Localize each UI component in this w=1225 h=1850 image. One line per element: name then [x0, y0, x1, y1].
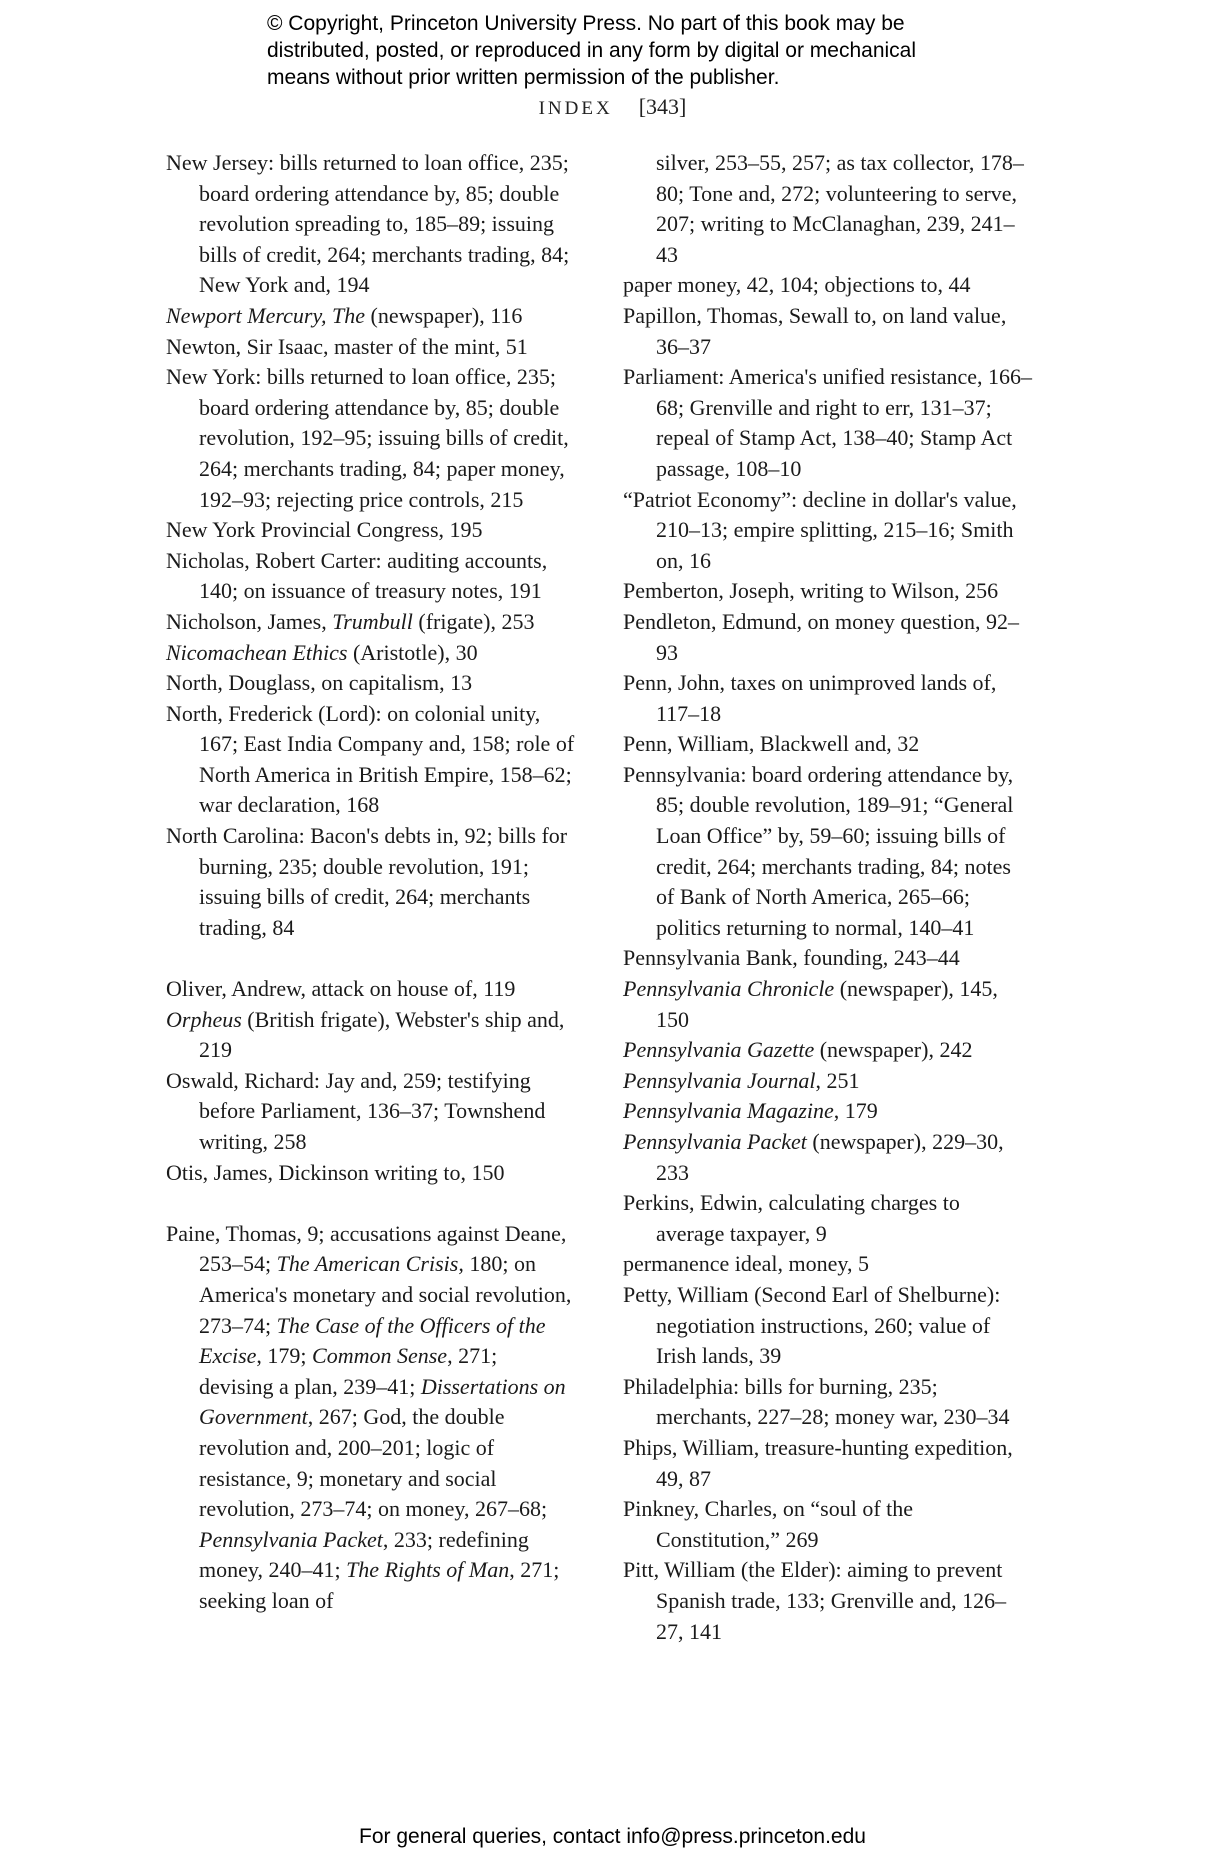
index-entry: New York Provincial Congress, 195 [166, 517, 483, 543]
index-entry [623, 1066, 1033, 1097]
entry-text: (newspaper), 229–30, 233 [656, 1129, 1004, 1185]
index-entry: paper money, 42, 104; objections to, 44 [623, 272, 971, 298]
letter-gap [166, 943, 576, 974]
index-entry [166, 607, 576, 638]
index-entry: Pendleton, Edmund, on money question, 92–93 [623, 608, 1019, 665]
entry-text: (British frigate), Webster's ship and, 219 [199, 1006, 565, 1063]
index-entry: North, Frederick (Lord): on colonial unity, 167; East India Company and, 158; role of North America in British Empire, 158–62; war declaration, 168 [166, 700, 575, 818]
index-entry: New York: bills returned to loan office, 235; board ordering attendance by, 85; double revolution, 192–95; issuing bills of credit, 264; merchants trading, 84; paper money, 192–93; rejecting price controls, 215 [166, 364, 569, 512]
entry-title: Pennsylvania Packet [623, 1129, 807, 1154]
index-entry: Newton, Sir Isaac, master of the mint, 51 [166, 333, 528, 359]
entry-title: Pennsylvania Journal [623, 1067, 816, 1093]
index-entry: Pennsylvania: board ordering attendance by, 85; double revolution, 189–91; “General Loan Office” by, 59–60; issuing bills of credit, 264; merchants trading, 84; notes of Bank of North America, 265–66; politics returning to normal, 140–41 [623, 761, 1014, 940]
index-entry: Pinkney, Charles, on “soul of the Constitution,” 269 [623, 1496, 914, 1552]
entry-text: (newspaper), 116 [365, 302, 523, 328]
entry-title: The American Crisis, [276, 1251, 464, 1277]
index-entry [166, 638, 576, 669]
entry-title: Pennsylvania Packet [199, 1526, 383, 1552]
entry-text: Nicholson, James, [166, 608, 333, 634]
running-head [0, 94, 1225, 120]
index-entry-continuation: silver, 253–55, 257; as tax collector, 178–80; Tone and, 272; volunteering to serve, 207; writing to McClanaghan, 239, 241–43 [656, 150, 1024, 267]
entry-title: Nicomachean Ethics [166, 639, 348, 665]
index-entry: Penn, William, Blackwell and, 32 [623, 731, 920, 757]
entry-title: Pennsylvania Magazine [623, 1098, 834, 1124]
index-entry: Penn, John, taxes on unimproved lands of, 117–18 [623, 670, 997, 726]
entry-text: , 271; devising a plan, 239–41; [199, 1343, 498, 1399]
index-entry: Petty, William (Second Earl of Shelburne): negotiation instructions, 260; value of Irish lands, 39 [623, 1281, 1001, 1369]
entry-text: , 233; redefining money, 240–41; [199, 1526, 529, 1583]
index-entry [623, 1035, 1033, 1066]
letter-gap [166, 1188, 576, 1219]
copyright-line: © Copyright, Princeton University Press. No part of this book may be [267, 12, 905, 35]
index-entry: permanence ideal, money, 5 [623, 1251, 869, 1277]
index-entry: Philadelphia: bills for burning, 235; merchants, 227–28; money war, 230–34 [623, 1373, 1010, 1430]
entry-text: , 271; seeking loan of [199, 1557, 560, 1613]
index-entry: New Jersey: bills returned to loan office, 235; board ordering attendance by, 85; double revolution spreading to, 185–89; issuing bills of credit, 264; merchants trading, 84; New York and, 194 [166, 150, 570, 298]
entry-text: , 179; [256, 1343, 313, 1369]
entry-text: , 179 [833, 1098, 878, 1124]
index-column-right [623, 148, 1033, 1647]
index-entry: Oliver, Andrew, attack on house of, 119 [166, 976, 516, 1002]
index-entry-paine [166, 1219, 576, 1617]
entry-title: Dissertations on Government [199, 1373, 566, 1430]
entry-title: Newport Mercury, The [166, 302, 365, 328]
index-entry: Perkins, Edwin, calculating charges to average taxpayer, 9 [623, 1190, 960, 1246]
index-entry: Parliament: America's unified resistance, 166–68; Grenville and right to err, 131–37; repeal of Stamp Act, 138–40; Stamp Act passage, 108–10 [623, 364, 1033, 481]
index-entry: Otis, James, Dickinson writing to, 150 [166, 1159, 505, 1185]
index-entry [623, 1096, 1033, 1127]
index-entry [623, 974, 1033, 1035]
index-entry [166, 1005, 576, 1066]
index-entry: Pennsylvania Bank, founding, 243–44 [623, 945, 960, 971]
index-entry: Phips, William, treasure-hunting expedition, 49, 87 [623, 1434, 1013, 1491]
index-entry [166, 301, 576, 332]
entry-text: 180; on America's monetary and social revolution, 273–74; [199, 1251, 572, 1338]
index-entry: Pemberton, Joseph, writing to Wilson, 256 [623, 578, 999, 604]
entry-text: , 267; God, the double revolution and, 200–201; logic of resistance, 9; monetary and social revolution, 273–74; on money, 267–68; [199, 1404, 548, 1522]
entry-text: (frigate), 253 [412, 608, 535, 634]
entry-title: The Case of the Officers of the Excise [199, 1312, 546, 1369]
entry-text: (Aristotle), 30 [347, 639, 478, 665]
index-entry: “Patriot Economy”: decline in dollar's value, 210–13; empire splitting, 215–16; Smith on, 16 [623, 486, 1017, 573]
index-entry: Oswald, Richard: Jay and, 259; testifying before Parliament, 136–37; Townshend writing, 258 [166, 1067, 546, 1154]
index-entry [623, 1127, 1033, 1188]
index-entry: North Carolina: Bacon's debts in, 92; bills for burning, 235; double revolution, 191; issuing bills of credit, 264; merchants trading, 84 [166, 823, 568, 940]
index-entry: Nicholas, Robert Carter: auditing accounts, 140; on issuance of treasury notes, 191 [166, 547, 548, 604]
entry-text: , 251 [815, 1067, 860, 1093]
index-entry: North, Douglass, on capitalism, 13 [166, 670, 473, 696]
copyright-notice [267, 10, 1027, 91]
index-entry: Papillon, Thomas, Sewall to, on land value, 36–37 [623, 302, 1007, 359]
entry-title: Pennsylvania Gazette [623, 1037, 815, 1063]
copyright-line: means without prior written permission of the publisher. [267, 66, 780, 89]
running-head-label: INDEX [538, 98, 613, 119]
entry-title: Orpheus [166, 1006, 242, 1032]
entry-title: Pennsylvania Chronicle [623, 976, 835, 1002]
index-entry: Pitt, William (the Elder): aiming to prevent Spanish trade, 133; Grenville and, 126–27, 141 [623, 1557, 1007, 1644]
entry-text: (newspaper), 145, 150 [656, 976, 998, 1032]
entry-text: Paine, Thomas, 9; accusations against Deane, 253–54; [166, 1220, 567, 1277]
entry-title: Common Sense [312, 1343, 448, 1369]
page-number: [343] [638, 94, 687, 119]
entry-title: Trumbull [332, 608, 413, 634]
copyright-line: distributed, posted, or reproduced in any form by digital or mechanical [267, 39, 917, 62]
footer-contact: For general queries, contact info@press.princeton.edu [359, 1825, 866, 1848]
index-column-left [166, 148, 576, 1617]
entry-title: The Rights of Man [346, 1557, 510, 1583]
entry-text: (newspaper), 242 [814, 1037, 973, 1063]
